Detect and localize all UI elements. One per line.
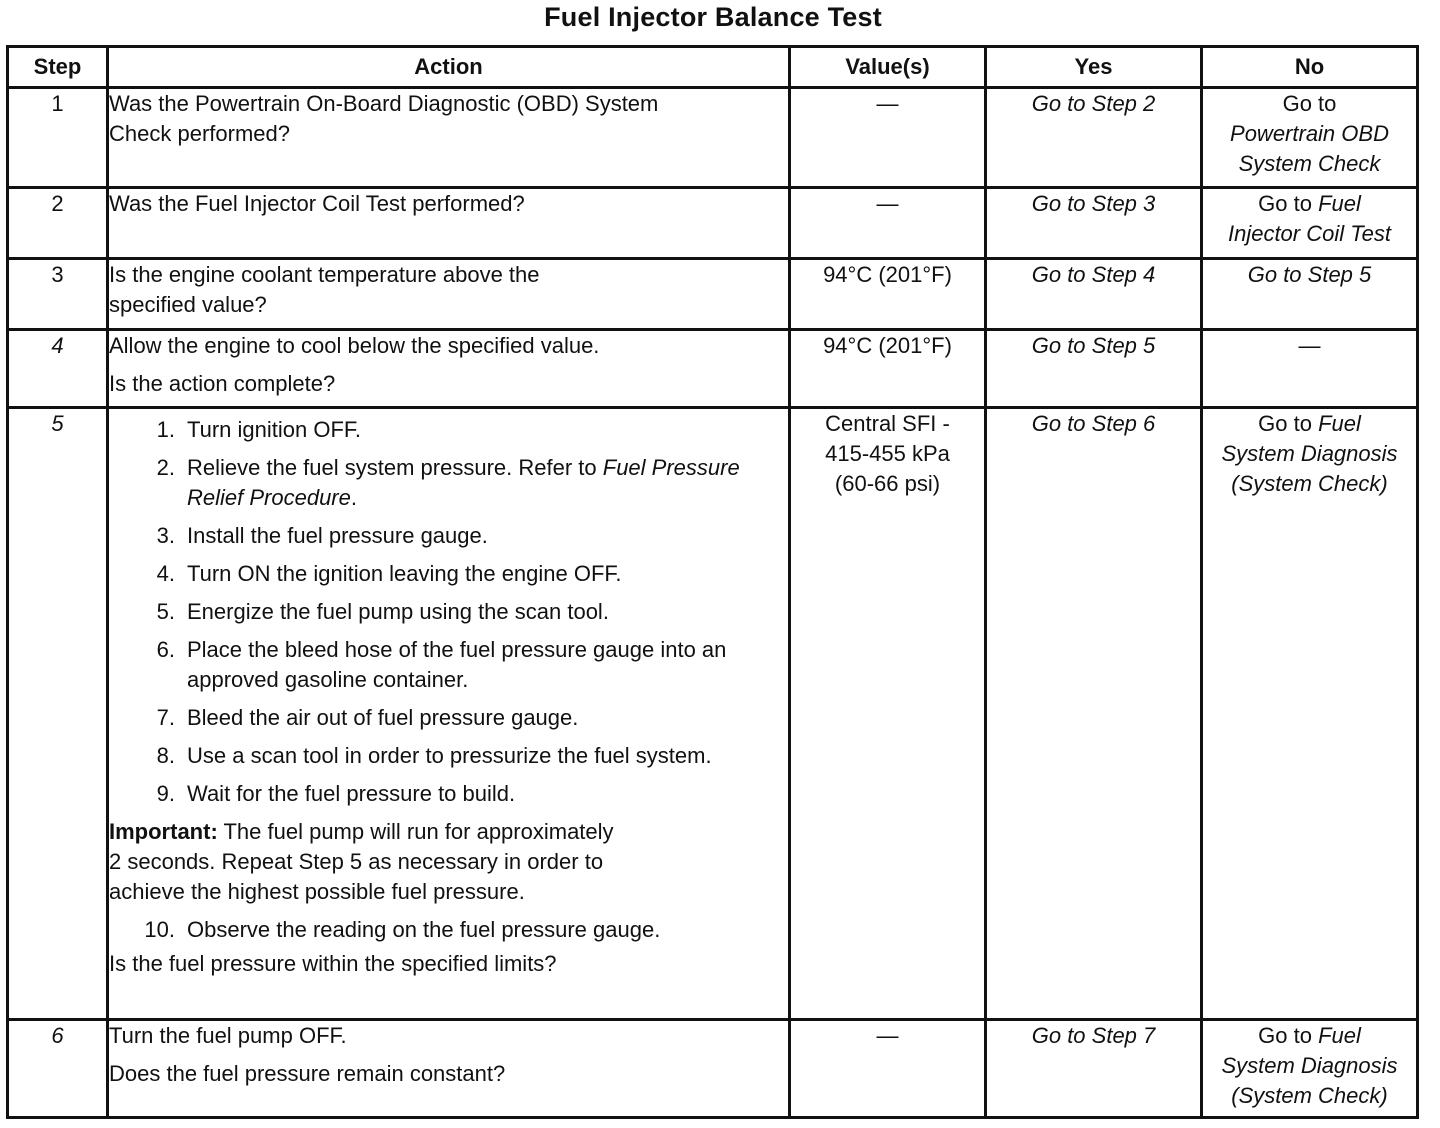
table-row-step-6 (8, 1020, 1418, 1118)
value-cell: — (790, 1020, 986, 1118)
list-item: 5. Energize the fuel pump using the scan tool. (156, 599, 609, 624)
no-cell (1202, 188, 1418, 259)
table-row-step-4 (8, 330, 1418, 408)
no-cell (1202, 88, 1418, 188)
action-text: Was the Powertrain On-Board Diagnostic (OBD) System (109, 91, 659, 116)
link-fuel-system-diagnosis[interactable]: (System Check) (1231, 471, 1388, 496)
link-fuel-system-diagnosis[interactable]: Fuel (1318, 411, 1361, 436)
important-label: Important: (109, 819, 218, 844)
step-number: 6 (8, 1020, 108, 1118)
no-cell: — (1202, 330, 1418, 408)
step-number: 2 (8, 188, 108, 259)
no-goto-step-5[interactable]: Go to Step 5 (1202, 259, 1418, 330)
value-cell: — (790, 188, 986, 259)
no-cell (1202, 408, 1418, 1020)
step-number: 3 (8, 259, 108, 330)
action-text: Is the action complete? (109, 371, 336, 396)
list-item: 2. Relieve the fuel system pressure. Refer to Fuel Pressure Relief Procedure. (156, 455, 740, 510)
action-text: Is the engine coolant temperature above the (109, 262, 540, 287)
link-fuel-pressure-relief-procedure[interactable]: Fuel Pressure Relief Procedure (187, 455, 740, 510)
action-question: Is the fuel pressure within the specified limits? (109, 951, 557, 976)
no-cell (1202, 1020, 1418, 1118)
yes-goto-step-5[interactable]: Go to Step 5 (986, 330, 1202, 408)
list-item: 1. Turn ignition OFF. (156, 417, 362, 442)
header-action: Action (108, 47, 790, 88)
link-fuel-system-diagnosis[interactable]: Fuel (1318, 1023, 1361, 1048)
action-cell (108, 259, 790, 330)
link-fuel-injector-coil-test[interactable]: Injector Coil Test (1227, 221, 1392, 246)
value-cell: Central SFI - 415-455 kPa (60-66 psi) (790, 408, 986, 1020)
yes-goto-step-4[interactable]: Go to Step 4 (986, 259, 1202, 330)
list-item: 4. Turn ON the ignition leaving the engine OFF. (156, 561, 622, 586)
action-text: specified value? (109, 292, 267, 317)
value-cell: 94°C (201°F) (790, 259, 986, 330)
action-text: Does the fuel pressure remain constant? (109, 1061, 506, 1086)
list-item: 3. Install the fuel pressure gauge. (156, 523, 488, 548)
header-values: Value(s) (790, 47, 986, 88)
table-row-step-2 (8, 188, 1418, 259)
action-text: Check performed? (109, 121, 290, 146)
link-fuel-system-diagnosis[interactable]: System Diagnosis (1221, 441, 1398, 466)
header-yes: Yes (986, 47, 1202, 88)
step-number: 1 (8, 88, 108, 188)
header-no: No (1202, 47, 1418, 88)
link-fuel-system-diagnosis[interactable]: System Diagnosis (1221, 1053, 1398, 1078)
yes-goto-step-7[interactable]: Go to Step 7 (986, 1020, 1202, 1118)
diagnostic-table (6, 45, 1419, 1119)
step-number: 5 (8, 408, 108, 1020)
link-powertrain-obd-system-check[interactable]: System Check (1238, 151, 1381, 176)
yes-goto-step-2[interactable]: Go to Step 2 (986, 88, 1202, 188)
link-powertrain-obd-system-check[interactable]: Powertrain OBD (1230, 121, 1389, 146)
list-item: 6. Place the bleed hose of the fuel pressure gauge into an approved gasoline container. (156, 637, 727, 692)
important-note: Important: The fuel pump will run for approximately 2 seconds. Repeat Step 5 as necessary in order to achieve the highest possible fuel pressure. (109, 819, 614, 904)
table-row-step-1 (8, 88, 1418, 188)
table-header-row (8, 47, 1418, 88)
action-cell (108, 408, 790, 1020)
header-step: Step (8, 47, 108, 88)
action-cell (108, 1020, 790, 1118)
procedure-list (109, 415, 788, 809)
goto-prefix: Go to (1258, 1023, 1312, 1048)
step-number: 4 (8, 330, 108, 408)
link-fuel-injector-coil-test[interactable]: Fuel (1318, 191, 1361, 216)
list-item: 9. Wait for the fuel pressure to build. (156, 781, 516, 806)
list-item: 7. Bleed the air out of fuel pressure gauge. (156, 705, 579, 730)
action-cell (108, 88, 790, 188)
goto-prefix: Go to (1258, 191, 1312, 216)
table-row-step-5 (8, 408, 1418, 1020)
link-fuel-system-diagnosis[interactable]: (System Check) (1231, 1083, 1388, 1108)
action-text: Was the Fuel Injector Coil Test performed? (109, 191, 525, 216)
list-item: 10. Observe the reading on the fuel pressure gauge. (144, 917, 661, 942)
page-title: Fuel Injector Balance Test (544, 2, 882, 32)
value-cell: 94°C (201°F) (790, 330, 986, 408)
action-text: Allow the engine to cool below the specified value. (109, 333, 600, 358)
value-cell: — (790, 88, 986, 188)
procedure-list-continued (109, 915, 788, 945)
yes-goto-step-3[interactable]: Go to Step 3 (986, 188, 1202, 259)
action-cell (108, 188, 790, 259)
goto-prefix: Go to (1258, 411, 1312, 436)
list-item: 8. Use a scan tool in order to pressurize the fuel system. (156, 743, 712, 768)
action-text: Turn the fuel pump OFF. (109, 1023, 347, 1048)
table-row-step-3 (8, 259, 1418, 330)
yes-goto-step-6[interactable]: Go to Step 6 (986, 408, 1202, 1020)
goto-prefix: Go to (1282, 91, 1337, 116)
action-cell (108, 330, 790, 408)
